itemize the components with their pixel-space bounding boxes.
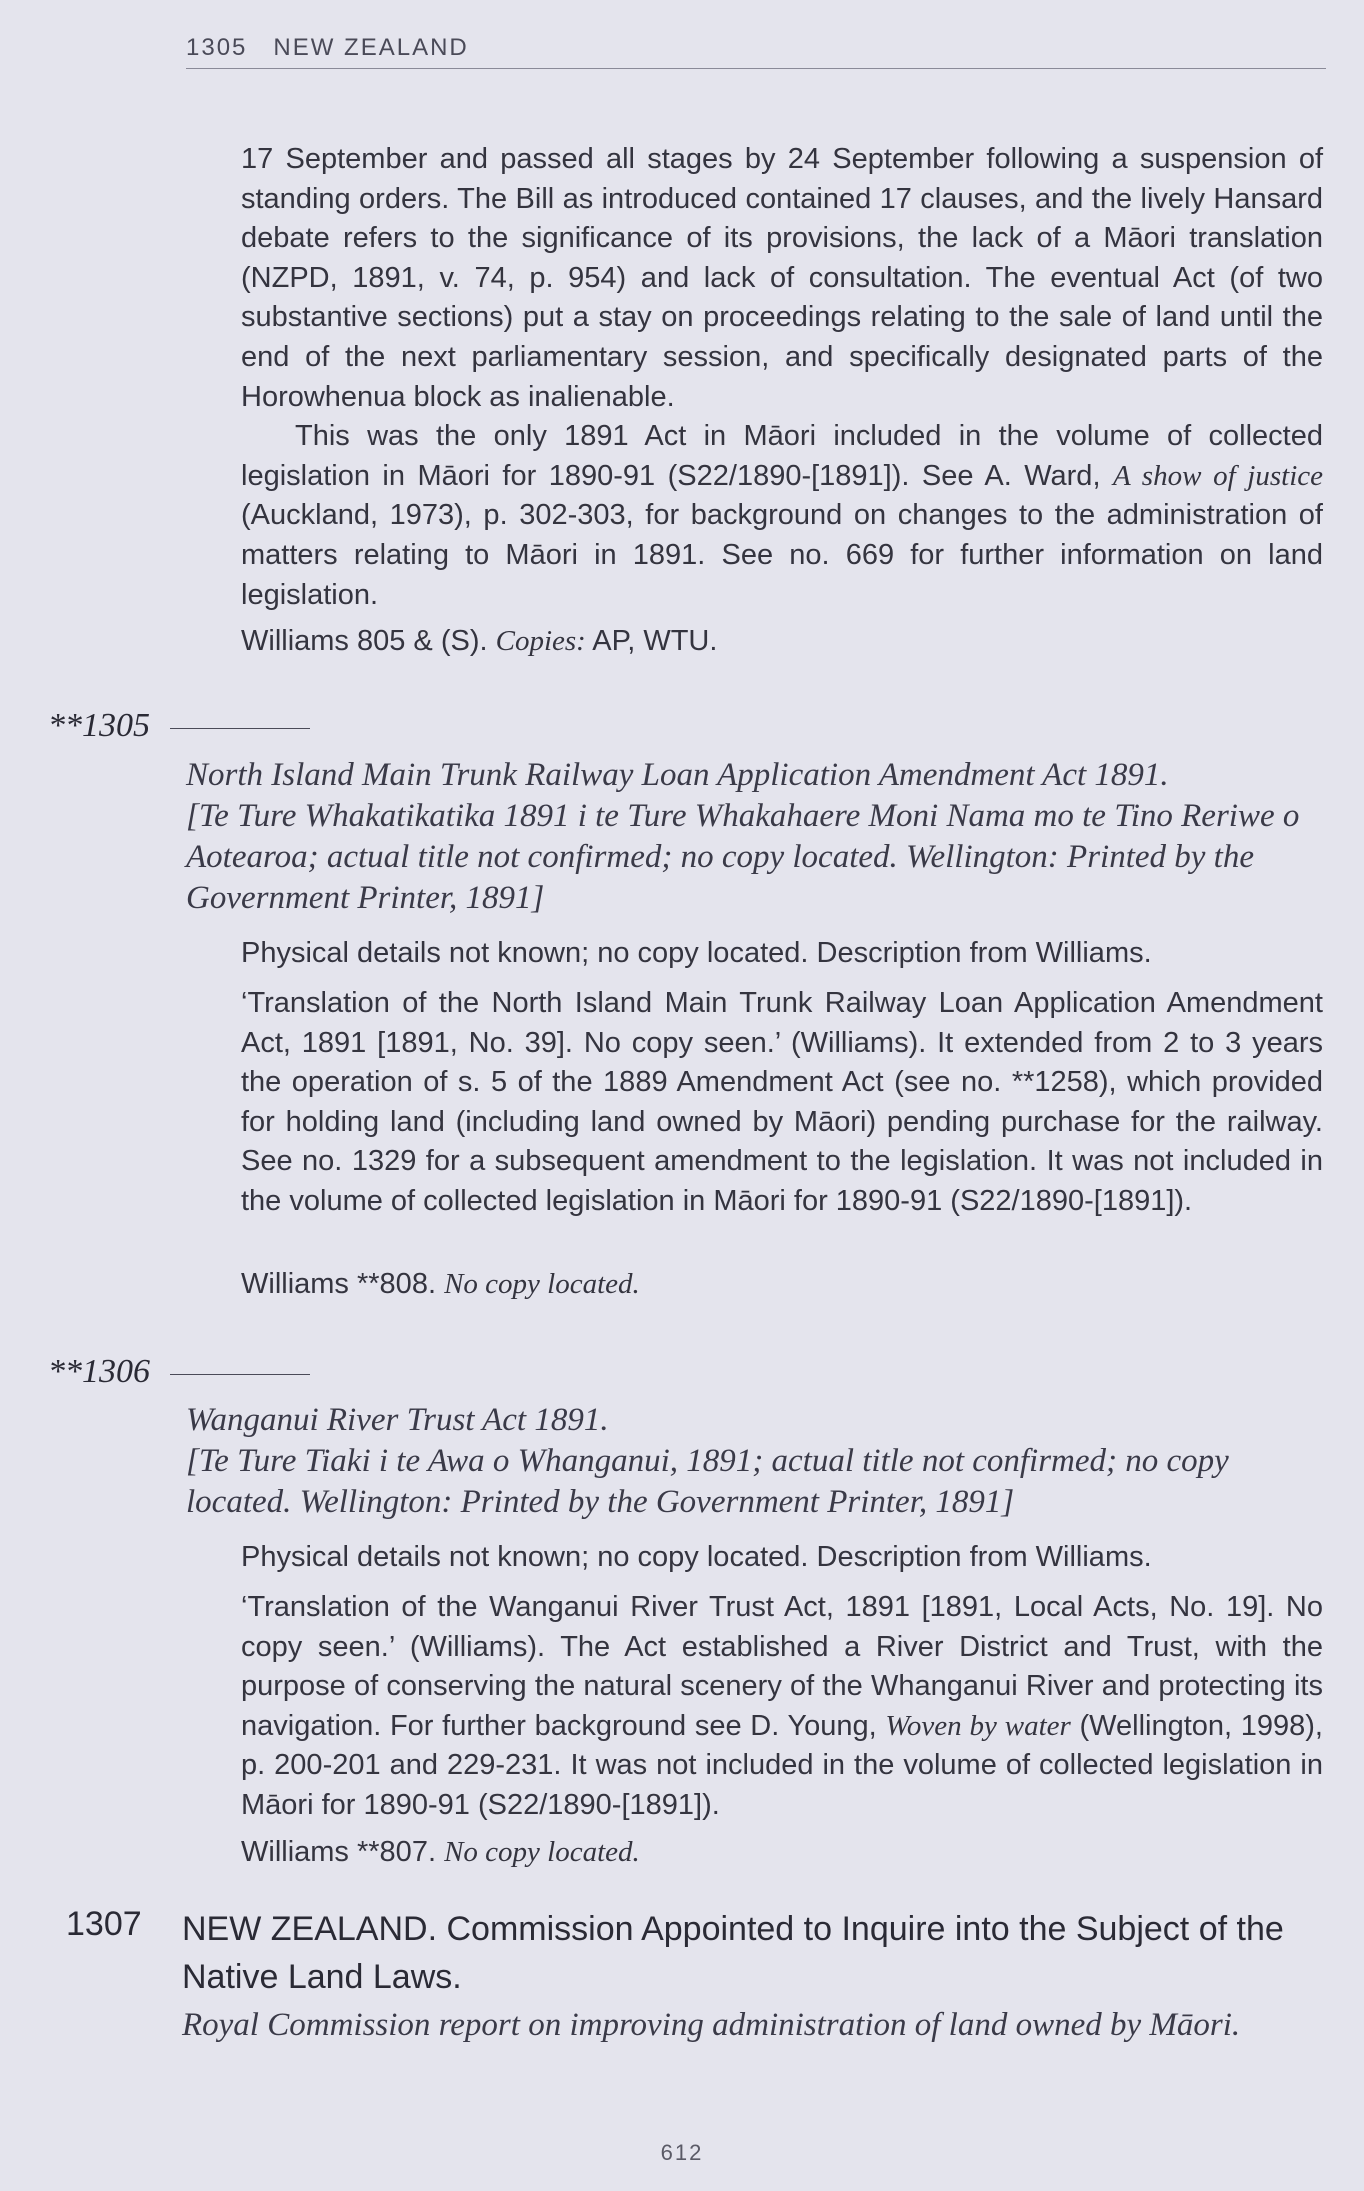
running-head-entry-ref: 1305 xyxy=(186,34,248,61)
paragraph-text: (Auckland, 1973), p. 302-303, for background on changes to the administration of matters relating to Māori in 1891. See no. 669 for further information on land legislation. xyxy=(241,499,1323,611)
continuation-citation xyxy=(241,625,1323,658)
citation-text: Williams 805 & (S). xyxy=(241,625,496,657)
entry-number-text: **1305 xyxy=(48,707,150,744)
entry-1307-heading: NEW ZEALAND. Commission Appointed to Inquire into the Subject of the Native Land Laws. xyxy=(182,1910,1284,1996)
paragraph-text: This was the only 1891 Act in Māori included in the volume of collected legislation in Māori for 1890-91 (S22/1890-[1891]). See A. Ward, xyxy=(241,420,1323,492)
entry-1305-physical: Physical details not known; no copy located. Description from Williams. xyxy=(241,937,1152,969)
entry-rule xyxy=(170,1374,310,1375)
entry-1306-title: Wanganui River Trust Act 1891. xyxy=(186,1402,609,1438)
page-number: 612 xyxy=(660,2140,704,2165)
entry-1307-subheading: Royal Commission report on improving administration of land owned by Māori. xyxy=(182,2007,1241,2043)
entry-1305-title: North Island Main Trunk Railway Loan Application Amendment Act 1891. xyxy=(186,757,1169,793)
cited-work-title: A show of justice xyxy=(1112,459,1324,492)
continuation-paragraph-1: 17 September and passed all stages by 24 September following a suspension of standing orders. The Bill as introduced contained 17 clauses, and the lively Hansard debate refers to the significance of its provisions, the lack of a Māori translation (NZPD, 1891, v. 74, p. 954) and lack of consultation. The eventual Act (of two substantive sections) put a stay on proceedings relating to the sale of land until the end of the next parliamentary session, and specifically designated parts of the Horowhenua block as inalienable. xyxy=(241,143,1323,413)
continuation-paragraph-2 xyxy=(241,417,1323,615)
entry-1305-title-block xyxy=(186,755,1326,919)
citation-status: No copy located. xyxy=(444,1268,640,1300)
entry-1305-subtitle: [Te Ture Whakatikatika 1891 i te Ture Whakahaere Moni Nama mo te Tino Reriwe o Aotearoa; actual title not confirmed; no copy located. Wellington: Printed by the Government Printer, 1891] xyxy=(186,798,1300,916)
note-text: (Wellington, 1998), p. 200-201 and 229-231. It was not included in the volume of collected legislation in Māori for 1890-91 (S22/1890-[1891]). xyxy=(241,1709,1323,1821)
citation-text: Williams **807. xyxy=(241,1836,445,1868)
entry-number-text: **1306 xyxy=(48,1353,150,1390)
continuation-block xyxy=(241,140,1323,615)
entry-1306-note xyxy=(241,1588,1323,1826)
entry-rule xyxy=(170,728,310,729)
running-head xyxy=(186,34,1326,69)
entry-1306-physical: Physical details not known; no copy located. Description from Williams. xyxy=(241,1541,1152,1573)
entry-1305-citation xyxy=(241,1268,1323,1301)
entry-1306-title-block xyxy=(186,1400,1326,1523)
citation-status: No copy located. xyxy=(444,1836,640,1868)
note-text: ‘Translation of the Wanganui River Trust Act, 1891 [1891, Local Acts, No. 19]. No copy seen.’ (Williams). The Act established a River District and Trust, with the purpose of conserving the natural scenery of the Whanganui River and protecting its navigation. For further background see D. Young, xyxy=(241,1591,1323,1742)
entry-number-1306 xyxy=(48,1353,310,1391)
citation-holdings: AP, WTU. xyxy=(585,625,718,657)
entry-1306-subtitle: [Te Ture Tiaki i te Awa o Whanganui, 1891; actual title not confirmed; no copy located. Wellington: Printed by the Government Printer, 1891] xyxy=(186,1443,1229,1520)
entry-number-1307: 1307 xyxy=(66,1905,142,1943)
citation-text: Williams **808. xyxy=(241,1268,445,1300)
running-head-section: NEW ZEALAND xyxy=(273,34,469,61)
entry-number-1305 xyxy=(48,707,310,745)
cited-work-title: Woven by water xyxy=(885,1709,1071,1742)
entry-1306-citation xyxy=(241,1836,1323,1869)
entry-1305-note: ‘Translation of the North Island Main Trunk Railway Loan Application Amendment Act, 1891 [1891, No. 39]. No copy seen.’ (Williams). It extended from 2 to 3 years the operation of s. 5 of the 1889 Amendment Act (see no. **1258), which provided for holding land (including land owned by Māori) pending purchase for the railway. See no. 1329 for a subsequent amendment to the legislation. It was not included in the volume of collected legislation in Māori for 1890-91 (S22/1890-[1891]). xyxy=(241,987,1323,1217)
citation-copies-label: Copies: xyxy=(495,625,586,657)
